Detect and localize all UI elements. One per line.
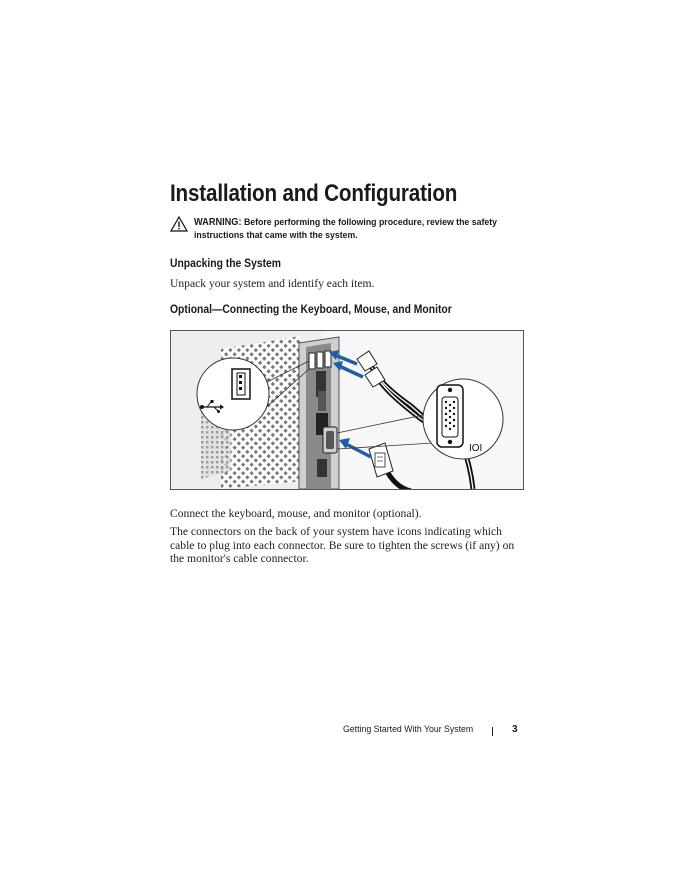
connecting-heading: Optional—Connecting the Keyboard, Mouse, and Monitor [170, 304, 452, 316]
unpacking-body: Unpack your system and identify each item. [170, 277, 375, 290]
page-title: Installation and Configuration [170, 180, 458, 207]
footer-title: Getting Started With Your System [343, 724, 474, 735]
unpacking-heading: Unpacking the System [170, 258, 282, 270]
vga-connector-closeup [437, 385, 463, 447]
connecting-body: The connectors on the back of your system have icons indicating which cable to plug into each connector. Be sure to tighten the screws (if any) on the monitor's cable connector. [170, 525, 515, 565]
warning-triangle-icon [170, 216, 188, 236]
page-number: 3 [512, 724, 518, 735]
usb-ports [309, 351, 331, 369]
connector-illustration [170, 330, 524, 490]
warning-text [194, 216, 525, 242]
warning-label: WARNING: [194, 217, 242, 228]
vga-symbol-label: IOI [469, 443, 483, 454]
connecting-caption: Connect the keyboard, mouse, and monitor (optional). [170, 507, 422, 520]
warning-body: Before performing the following procedure, review the safety instructions that came with the system. [194, 217, 497, 241]
warning-notice [170, 216, 515, 242]
usb-connector-closeup [232, 369, 250, 399]
footer-separator [492, 727, 493, 736]
vga-port [323, 427, 337, 453]
